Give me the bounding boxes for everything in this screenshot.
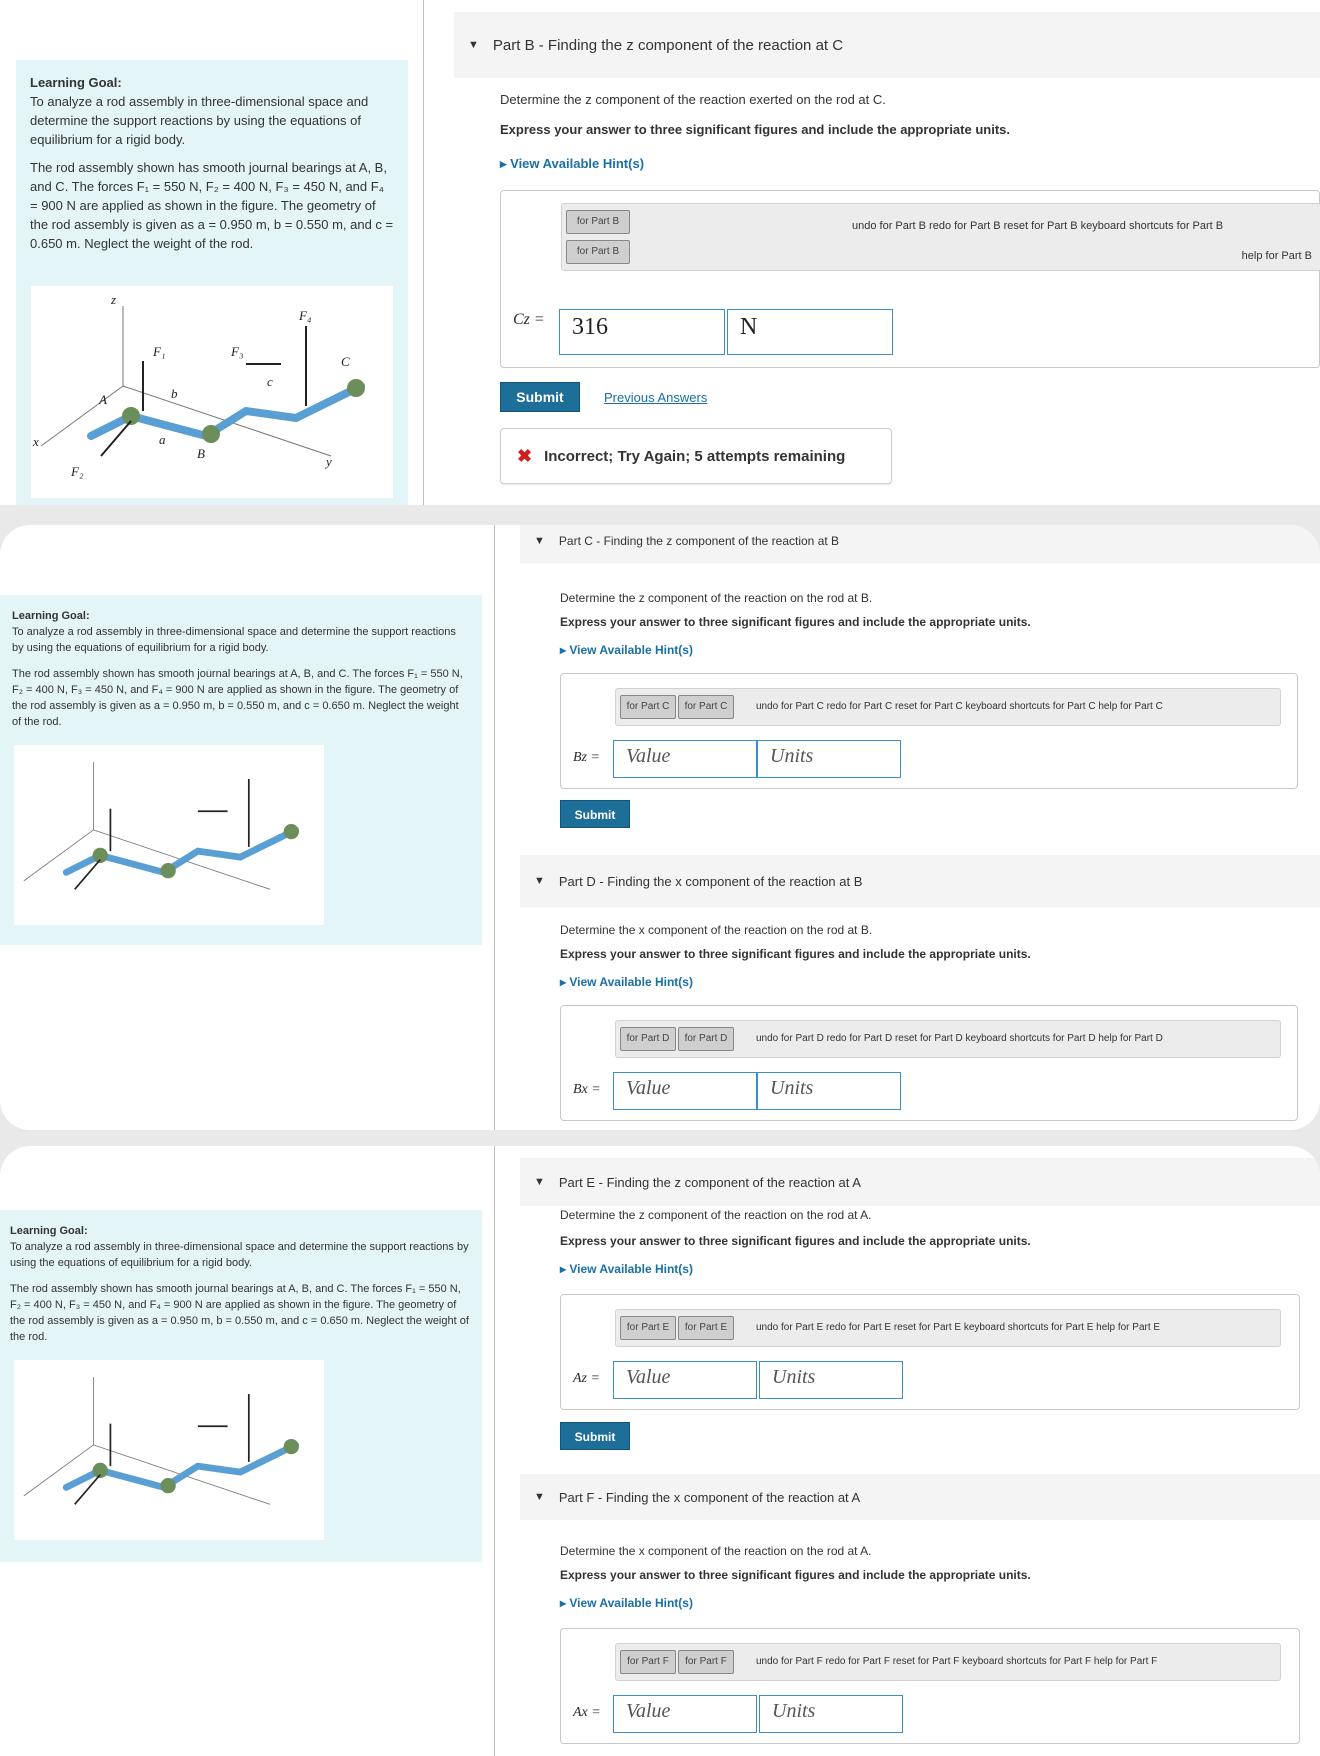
part-c-prompt: Determine the z component of the reaction on the rod at B. <box>560 591 873 605</box>
label-f4: F₄ <box>299 308 312 323</box>
part-b-header[interactable] <box>454 12 1320 78</box>
rod-assembly-figure-2 <box>14 745 324 925</box>
part-d-value-input[interactable]: Value <box>613 1072 757 1110</box>
part-b-variable-label: Cz = <box>513 311 545 328</box>
part-d-toolbar-actions[interactable]: undo for Part D redo for Part D reset for Part D keyboard shortcuts for Part D help for Part D <box>756 1033 1163 1044</box>
goal-text: To analyze a rod assembly in three-dimensional space and determine the support reactions by using the equations of equilibrium for a rigid body. <box>30 93 369 147</box>
screenshot-strip-2 <box>0 525 1320 1130</box>
part-e-symbol-button[interactable]: for Part E <box>678 1316 734 1340</box>
label-c-point: C <box>341 354 350 369</box>
part-c-toolbar-actions[interactable]: undo for Part C redo for Part C reset for Part C keyboard shortcuts for Part C help for Part C <box>756 701 1163 712</box>
label-x: x <box>33 434 39 449</box>
part-c-units-input[interactable]: Units <box>757 740 901 778</box>
goal-heading-3: Learning Goal: <box>10 1225 88 1237</box>
part-d-symbol-button[interactable]: for Part D <box>678 1027 734 1051</box>
part-c-answer-box <box>560 673 1298 789</box>
part-b-symbol-button[interactable]: for Part B <box>566 240 630 264</box>
part-f-template-button[interactable]: for Part F <box>620 1650 676 1674</box>
problem-statement: The rod assembly shown has smooth journal bearings at A, B, and C. The forces F₁ = 550 N, F₂ = 400 N, F₃ = 450 N, and F₄ = 900 N are applied as shown in the figure. The geometry of the rod assembly is given as a = 0.950 m, b = 0.550 m, and c = 0.650 m. Neglect the weight of the rod. <box>30 160 394 251</box>
part-e-units-input[interactable]: Units <box>759 1361 903 1399</box>
part-b-feedback <box>500 428 892 484</box>
collapse-triangle-icon[interactable]: ▼ <box>534 535 545 547</box>
part-d-header[interactable] <box>520 855 1320 907</box>
part-b-express: Express your answer to three significant figures and include the appropriate units. <box>500 122 1010 137</box>
part-b-previous-answers-link[interactable]: Previous Answers <box>604 390 708 405</box>
part-e-toolbar <box>615 1309 1281 1347</box>
part-f-variable-label: Ax = <box>573 1705 601 1720</box>
part-c-submit-button[interactable]: Submit <box>560 800 630 828</box>
part-f-toolbar <box>615 1643 1281 1681</box>
part-e-header[interactable] <box>520 1158 1320 1206</box>
label-b-point: B <box>197 446 205 461</box>
collapse-triangle-icon[interactable]: ▼ <box>534 875 545 887</box>
part-e-variable-label: Az = <box>573 1371 600 1386</box>
part-c-hint-link[interactable]: ▸ View Available Hint(s) <box>560 643 693 657</box>
rod-assembly-figure-3 <box>14 1360 324 1540</box>
screenshot-strip-1 <box>0 0 1320 505</box>
part-e-toolbar-actions[interactable]: undo for Part E redo for Part E reset for Part E keyboard shortcuts for Part E help for Part E <box>756 1322 1161 1333</box>
screenshot-strip-3 <box>0 1146 1320 1756</box>
label-a-point: A <box>99 392 107 407</box>
part-d-toolbar <box>615 1020 1281 1058</box>
part-d-answer-box <box>560 1005 1298 1121</box>
part-d-units-input[interactable]: Units <box>757 1072 901 1110</box>
part-c-variable-label: Bz = <box>573 750 600 765</box>
incorrect-x-icon: ✖ <box>517 445 533 466</box>
part-c-title: Part C - Finding the z component of the reaction at B <box>558 534 840 548</box>
part-d-hint-link[interactable]: ▸ View Available Hint(s) <box>560 975 693 989</box>
label-y: y <box>326 454 332 469</box>
part-b-toolbar-actions[interactable]: undo for Part B redo for Part B reset for Part B keyboard shortcuts for Part B <box>852 220 1224 232</box>
part-f-units-input[interactable]: Units <box>759 1695 903 1733</box>
bearing-b <box>202 425 220 443</box>
part-c-toolbar <box>615 688 1281 726</box>
collapse-triangle-icon[interactable]: ▼ <box>534 1176 545 1188</box>
rod-assembly-figure <box>31 286 393 498</box>
part-e-express: Express your answer to three significant figures and include the appropriate units. <box>560 1234 1031 1248</box>
part-c-value-input[interactable]: Value <box>613 740 757 778</box>
part-c-header[interactable] <box>520 525 1320 563</box>
label-dim-b: b <box>171 386 178 401</box>
collapse-triangle-icon[interactable]: ▼ <box>534 1491 545 1503</box>
part-d-express: Express your answer to three significant figures and include the appropriate units. <box>560 947 1031 961</box>
part-b-feedback-text: Incorrect; Try Again; 5 attempts remaining <box>544 447 846 465</box>
goal-text-2: To analyze a rod assembly in three-dimensional space and determine the support reactions by using the equations of equilibrium for a rigid body. <box>12 625 456 654</box>
part-f-value-input[interactable]: Value <box>613 1695 757 1733</box>
part-e-submit-button[interactable]: Submit <box>560 1422 630 1450</box>
part-b-prompt: Determine the z component of the reaction exerted on the rod at C. <box>500 92 886 107</box>
part-f-answer-box <box>560 1628 1300 1744</box>
part-c-symbol-button[interactable]: for Part C <box>678 695 734 719</box>
collapse-triangle-icon[interactable]: ▼ <box>468 39 479 51</box>
label-dim-a: a <box>159 432 166 447</box>
column-divider-2 <box>494 525 495 1130</box>
part-c-template-button[interactable]: for Part C <box>620 695 676 719</box>
part-b-units-input[interactable]: N <box>727 309 893 355</box>
part-b-answer-box <box>500 190 1320 368</box>
label-z: z <box>111 292 117 307</box>
problem-statement-3: The rod assembly shown has smooth journal bearings at A, B, and C. The forces F₁ = 550 N, F₂ = 400 N, F₃ = 450 N, and F₄ = 900 N are applied as shown in the figure. The geometry of the rod assembly is given as a = 0.950 m, b = 0.550 m, and c = 0.650 m. Neglect the weight of the rod. <box>10 1282 469 1343</box>
label-dim-c: c <box>267 374 273 389</box>
part-b-toolbar <box>561 203 1320 271</box>
part-d-title: Part D - Finding the x component of the reaction at B <box>558 873 863 889</box>
part-b-title: Part B - Finding the z component of the reaction at C <box>492 36 844 54</box>
part-f-symbol-button[interactable]: for Part F <box>678 1650 734 1674</box>
x-axis <box>41 386 123 446</box>
goal-heading-2: Learning Goal: <box>12 610 90 622</box>
problem-statement-2: The rod assembly shown has smooth journal bearings at A, B, and C. The forces F₁ = 550 N, F₂ = 400 N, F₃ = 450 N, and F₄ = 900 N are applied as shown in the figure. The geometry of the rod assembly is given as a = 0.950 m, b = 0.550 m, and c = 0.650 m. Neglect the weight of the rod. <box>12 667 463 728</box>
part-e-template-button[interactable]: for Part E <box>620 1316 676 1340</box>
part-f-title: Part F - Finding the x component of the reaction at A <box>558 1489 861 1505</box>
part-e-title: Part E - Finding the z component of the reaction at A <box>558 1174 861 1190</box>
label-f2: F₂ <box>71 464 84 479</box>
goal-text-3: To analyze a rod assembly in three-dimensional space and determine the support reactions by using the equations of equilibrium for a rigid body. <box>10 1240 469 1269</box>
label-f3: F₃ <box>231 344 244 359</box>
part-d-prompt: Determine the x component of the reaction on the rod at B. <box>560 923 873 937</box>
part-e-prompt: Determine the z component of the reaction on the rod at A. <box>560 1208 872 1222</box>
part-e-value-input[interactable]: Value <box>613 1361 757 1399</box>
part-f-express: Express your answer to three significant figures and include the appropriate units. <box>560 1568 1031 1582</box>
goal-heading: Learning Goal: <box>30 75 122 90</box>
column-divider <box>423 0 424 505</box>
part-b-hint-link[interactable]: ▸ View Available Hint(s) <box>500 156 645 171</box>
part-b-value-input[interactable]: 316 <box>559 309 725 355</box>
part-b-submit-button[interactable]: Submit <box>500 382 580 412</box>
part-e-hint-link[interactable]: ▸ View Available Hint(s) <box>560 1262 693 1276</box>
part-d-template-button[interactable]: for Part D <box>620 1027 676 1051</box>
part-d-variable-label: Bx = <box>573 1082 601 1097</box>
part-b-template-button[interactable]: for Part B <box>566 210 630 234</box>
bearing-c <box>347 379 365 397</box>
part-f-toolbar-actions[interactable]: undo for Part F redo for Part F reset for Part F keyboard shortcuts for Part F help for Part F <box>756 1656 1158 1667</box>
part-e-answer-box <box>560 1294 1300 1410</box>
part-b-help[interactable]: help for Part B <box>1241 250 1312 262</box>
part-c-express: Express your answer to three significant figures and include the appropriate units. <box>560 615 1031 629</box>
part-f-header[interactable] <box>520 1474 1320 1520</box>
part-f-hint-link[interactable]: ▸ View Available Hint(s) <box>560 1596 693 1610</box>
label-f1: F₁ <box>153 344 166 359</box>
part-f-prompt: Determine the x component of the reaction on the rod at A. <box>560 1544 872 1558</box>
column-divider-3 <box>494 1146 495 1756</box>
